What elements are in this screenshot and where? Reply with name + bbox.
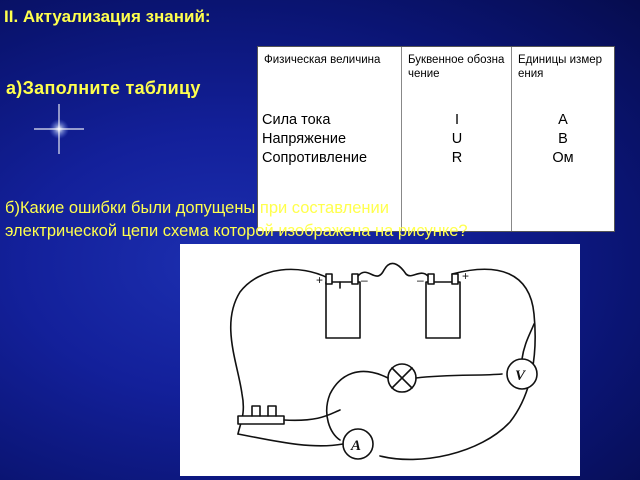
table-cell-unit: А: [558, 112, 568, 128]
table-cell-quantity: Напряжение: [262, 131, 347, 147]
task-a-heading: а)Заполните таблицу: [6, 78, 201, 98]
sparkle-decoration: [34, 104, 84, 154]
voltmeter-symbol: [507, 359, 537, 389]
battery-left-plus: +: [316, 273, 324, 287]
ammeter-symbol: [343, 429, 373, 459]
table-cell-unit: В: [558, 131, 568, 147]
switch-symbol: [238, 406, 284, 424]
table-cell-symbol: I: [454, 112, 460, 128]
lamp-symbol: [388, 364, 416, 392]
table-cell-symbol: U: [451, 131, 463, 147]
wire-lamp-right: [416, 374, 502, 378]
voltmeter-label: V: [515, 368, 526, 384]
task-b-line: электрической цепи схема которой изображена на рисунке?: [5, 222, 468, 240]
wire-between-batteries: [358, 263, 428, 276]
wire-ammeter-left: [238, 434, 343, 446]
table-cell-quantity: Сопротивление: [262, 150, 368, 166]
task-b-text: [5, 197, 615, 243]
battery-right: [426, 274, 460, 338]
wire-switch-right: [284, 410, 340, 420]
circuit-drawing: [180, 244, 580, 476]
ammeter-label: A: [351, 438, 362, 454]
table-cell-unit: Ом: [552, 150, 574, 166]
circuit-diagram: [180, 244, 580, 476]
slide-title: II. Актуализация знаний:: [4, 7, 211, 26]
battery-right-plus: +: [462, 269, 470, 283]
battery-right-minus: –: [417, 273, 424, 287]
table-cell-symbol: R: [451, 150, 463, 166]
battery-left-minus: –: [361, 273, 368, 287]
battery-left: [326, 274, 360, 338]
table-header-quantity: Физическая величина: [264, 54, 381, 66]
wire-outer-loop: [231, 269, 328, 434]
table-header-symbol: Буквенное обозначение: [408, 54, 505, 80]
table-cell-quantity: Сила тока: [262, 112, 331, 128]
table-header-unit: Единицы измерения: [518, 54, 603, 80]
task-b-line: б)Какие ошибки были допущены при составлении: [5, 199, 389, 217]
wire-voltmeter-top: [522, 324, 534, 359]
